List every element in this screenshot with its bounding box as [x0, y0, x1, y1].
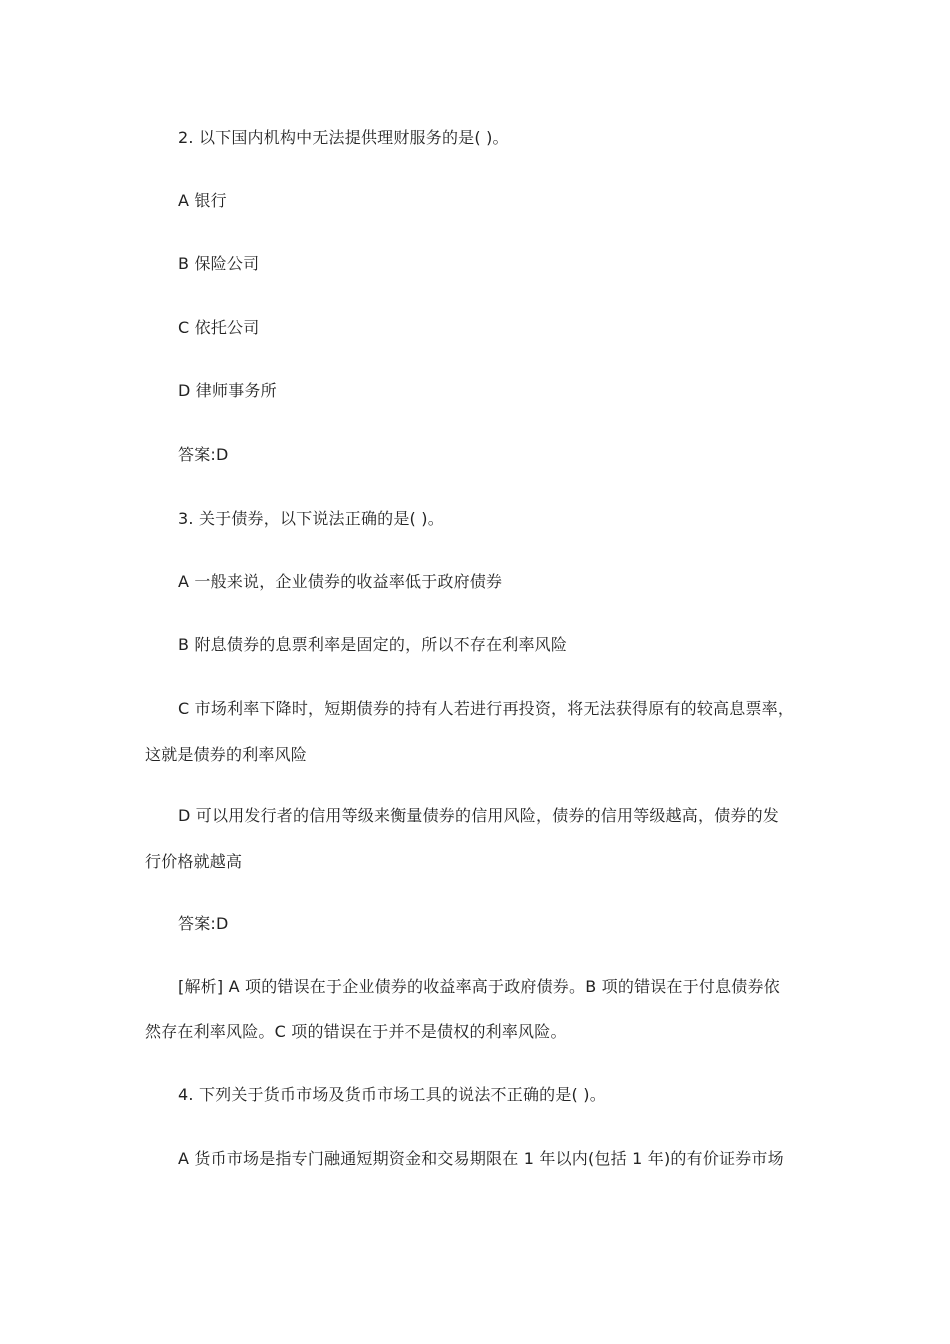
question-3-stem: 3. 关于债券，以下说法正确的是( )。 [178, 509, 444, 528]
question-3-option-d-continued: 行价格就越高 [145, 852, 243, 871]
question-3-option-a: A 一般来说，企业债券的收益率低于政府债券 [178, 572, 503, 591]
question-3-option-c-continued: 这就是债券的利率风险 [145, 745, 308, 764]
question-3-answer: 答案:D [178, 914, 229, 933]
question-2-option-a: A 银行 [178, 191, 227, 210]
question-2-option-d: D 律师事务所 [178, 381, 277, 400]
question-4-stem: 4. 下列关于货币市场及货币市场工具的说法不正确的是( )。 [178, 1085, 606, 1104]
question-2-option-c: C 依托公司 [178, 318, 260, 337]
question-4-option-a: A 货币市场是指专门融通短期资金和交易期限在 1 年以内(包括 1 年)的有价证券市场 [178, 1149, 784, 1168]
question-3-option-d: D 可以用发行者的信用等级来衡量债券的信用风险，债券的信用等级越高，债券的发 [178, 806, 780, 825]
question-2-option-b: B 保险公司 [178, 254, 260, 273]
question-3-option-b: B 附息债券的息票利率是固定的，所以不存在利率风险 [178, 635, 568, 654]
question-3-analysis: [解析] A 项的错误在于企业债券的收益率高于政府债券。B 项的错误在于付息债券依 [178, 977, 780, 996]
question-2-answer: 答案:D [178, 445, 229, 464]
question-3-option-c: C 市场利率下降时，短期债券的持有人若进行再投资，将无法获得原有的较高息票率， [178, 699, 795, 718]
question-2-stem: 2. 以下国内机构中无法提供理财服务的是( )。 [178, 128, 509, 147]
question-3-analysis-continued: 然存在利率风险。C 项的错误在于并不是债权的利率风险。 [145, 1022, 567, 1041]
